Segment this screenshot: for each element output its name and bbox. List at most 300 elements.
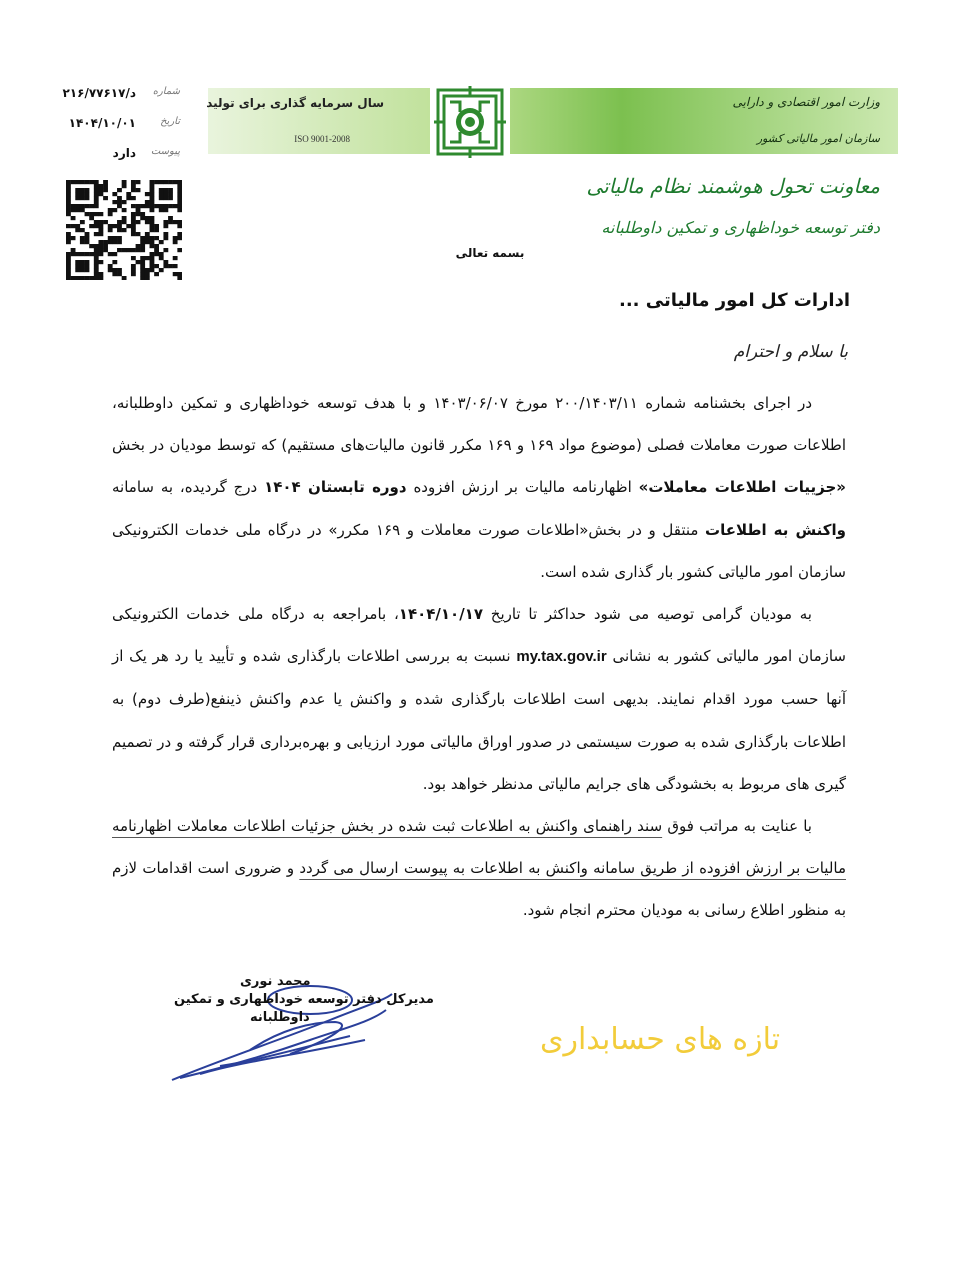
- qr-module: [163, 188, 168, 192]
- qr-module: [80, 252, 85, 256]
- qr-module: [168, 196, 173, 200]
- qr-module: [103, 220, 108, 224]
- qr-module: [98, 188, 103, 192]
- paragraph-1: [112, 382, 846, 593]
- qr-module: [163, 236, 168, 240]
- qr-module: [136, 248, 141, 252]
- qr-module: [75, 188, 80, 192]
- qr-module: [98, 272, 103, 276]
- qr-module: [173, 236, 178, 240]
- qr-module: [163, 220, 168, 224]
- qr-module: [117, 204, 122, 208]
- qr-module: [85, 276, 90, 280]
- qr-module: [80, 268, 85, 272]
- qr-module: [136, 244, 141, 248]
- qr-module: [163, 192, 168, 196]
- qr-module: [136, 212, 141, 216]
- qr-module: [122, 180, 127, 184]
- qr-module: [80, 228, 85, 232]
- qr-module: [122, 220, 127, 224]
- qr-module: [94, 244, 99, 248]
- qr-module: [140, 244, 145, 248]
- qr-module: [122, 200, 127, 204]
- qr-module: [85, 196, 90, 200]
- qr-module: [131, 204, 136, 208]
- qr-module: [177, 184, 182, 188]
- qr-module: [131, 220, 136, 224]
- meta-number-row: [40, 84, 180, 114]
- number-value: د/۲۱۶/۷۷۶۱۷: [62, 86, 136, 100]
- recipient: ادارات کل امور مالیاتی ...: [618, 290, 850, 311]
- qr-module: [117, 240, 122, 244]
- qr-module: [163, 208, 168, 212]
- qr-module: [71, 204, 76, 208]
- qr-module: [154, 180, 159, 184]
- qr-module: [163, 248, 168, 252]
- qr-module: [66, 276, 71, 280]
- qr-module: [163, 232, 168, 236]
- qr-module: [80, 220, 85, 224]
- qr-module: [150, 228, 155, 232]
- qr-module: [71, 224, 76, 228]
- qr-module: [145, 216, 150, 220]
- qr-module: [66, 196, 71, 200]
- p3-text-c: و ضروری است اقدامات لازم به منظور اطلاع رسانی به مودیان محترم انجام شود.: [112, 859, 846, 920]
- qr-module: [150, 192, 155, 196]
- qr-module: [80, 196, 85, 200]
- qr-module: [131, 264, 136, 268]
- qr-module: [66, 208, 71, 212]
- qr-module: [94, 184, 99, 188]
- qr-module: [94, 256, 99, 260]
- qr-module: [80, 180, 85, 184]
- qr-module: [177, 196, 182, 200]
- p1-text-a: در اجرای بخشنامه شماره ۲۰۰/۱۴۰۳/۱۱ مورخ ۱۴۰۳/۰۶/۰۷ و با هدف توسعه خوداظهاری و تمکین داوطلبانه، اطلاعات صورت معاملات فصلی (موضوع مواد ۱۶۹ و ۱۶۹ مکرر قانون مالیات‌های مستقیم) که توسط مودیان در بخش: [112, 394, 847, 455]
- qr-module: [173, 180, 178, 184]
- qr-module: [98, 248, 103, 252]
- qr-module: [159, 180, 164, 184]
- qr-module: [177, 188, 182, 192]
- qr-module: [85, 212, 90, 216]
- qr-module: [66, 240, 71, 244]
- qr-module: [173, 256, 178, 260]
- qr-module: [131, 256, 136, 260]
- qr-module: [140, 276, 145, 280]
- qr-module: [98, 224, 103, 228]
- p1-text-e: درج گردیده، به سامانه: [112, 478, 258, 497]
- qr-module: [108, 228, 113, 232]
- qr-module: [145, 268, 150, 272]
- qr-module: [140, 236, 145, 240]
- p2-deadline-date: ۱۴۰۴/۱۰/۱۷: [398, 605, 483, 624]
- qr-module: [94, 276, 99, 280]
- qr-module: [140, 264, 145, 268]
- watermark-text: تازه های حسابداری: [540, 1022, 781, 1057]
- qr-module: [163, 196, 168, 200]
- qr-module: [89, 244, 94, 248]
- qr-module: [94, 212, 99, 216]
- qr-module: [94, 192, 99, 196]
- qr-module: [117, 224, 122, 228]
- qr-module: [75, 196, 80, 200]
- qr-module: [98, 232, 103, 236]
- qr-module: [177, 232, 182, 236]
- qr-module: [173, 220, 178, 224]
- qr-module: [112, 208, 117, 212]
- qr-module: [108, 268, 113, 272]
- qr-module: [173, 204, 178, 208]
- qr-module: [71, 216, 76, 220]
- qr-module: [122, 208, 127, 212]
- qr-module: [145, 240, 150, 244]
- qr-module: [177, 224, 182, 228]
- qr-module: [112, 200, 117, 204]
- qr-module: [103, 244, 108, 248]
- attachment-label: پیوست: [150, 146, 180, 157]
- signatory-name: محمد نوری: [240, 974, 311, 989]
- qr-module: [108, 240, 113, 244]
- qr-module: [75, 252, 80, 256]
- qr-module: [117, 236, 122, 240]
- qr-module: [94, 260, 99, 264]
- qr-module: [159, 188, 164, 192]
- portal-url-link[interactable]: my.tax.gov.ir: [516, 648, 607, 666]
- qr-module: [136, 208, 141, 212]
- date-value: ۱۴۰۴/۱۰/۰۱: [68, 116, 136, 130]
- qr-module: [85, 188, 90, 192]
- qr-module: [122, 216, 127, 220]
- qr-module: [117, 196, 122, 200]
- qr-module: [126, 224, 131, 228]
- basmala: بسمه تعالی: [455, 246, 525, 260]
- qr-module: [80, 188, 85, 192]
- qr-module: [131, 268, 136, 272]
- qr-module: [80, 192, 85, 196]
- qr-module: [112, 268, 117, 272]
- letter-meta: [40, 84, 180, 174]
- number-label: شماره: [152, 86, 180, 97]
- qr-module: [103, 196, 108, 200]
- qr-module: [94, 264, 99, 268]
- qr-module: [126, 248, 131, 252]
- qr-module: [159, 268, 164, 272]
- qr-module: [154, 244, 159, 248]
- qr-module: [150, 188, 155, 192]
- qr-module: [85, 192, 90, 196]
- qr-module: [159, 208, 164, 212]
- qr-module: [150, 220, 155, 224]
- organization-name: سازمان امور مالیاتی کشور: [756, 132, 880, 145]
- qr-module: [163, 260, 168, 264]
- qr-module: [177, 204, 182, 208]
- qr-module: [117, 188, 122, 192]
- qr-module: [154, 236, 159, 240]
- qr-module: [98, 276, 103, 280]
- qr-module: [177, 236, 182, 240]
- qr-module: [117, 272, 122, 276]
- qr-module: [145, 204, 150, 208]
- qr-module: [140, 268, 145, 272]
- attachment-value: دارد: [112, 146, 136, 160]
- qr-module: [131, 248, 136, 252]
- qr-module: [159, 256, 164, 260]
- qr-module: [75, 228, 80, 232]
- qr-module: [108, 208, 113, 212]
- qr-module: [75, 192, 80, 196]
- qr-module: [131, 232, 136, 236]
- qr-module: [66, 264, 71, 268]
- qr-module: [136, 180, 141, 184]
- qr-module: [131, 212, 136, 216]
- qr-module: [145, 276, 150, 280]
- meta-attachment-row: [40, 144, 180, 174]
- qr-module: [80, 276, 85, 280]
- qr-module: [136, 204, 141, 208]
- letter-body: [112, 382, 846, 932]
- qr-module: [177, 248, 182, 252]
- qr-module: [150, 224, 155, 228]
- qr-module: [98, 220, 103, 224]
- qr-code-icon: [66, 180, 182, 280]
- signatory-title: مدیرکل دفتر توسعه خوداظهاری و تمکین: [174, 992, 434, 1007]
- qr-module: [89, 180, 94, 184]
- qr-module: [140, 248, 145, 252]
- qr-module: [126, 192, 131, 196]
- qr-module: [150, 236, 155, 240]
- qr-module: [89, 216, 94, 220]
- qr-module: [89, 224, 94, 228]
- qr-module: [112, 252, 117, 256]
- qr-module: [94, 232, 99, 236]
- qr-module: [150, 240, 155, 244]
- qr-module: [177, 276, 182, 280]
- qr-module: [98, 252, 103, 256]
- qr-module: [150, 196, 155, 200]
- qr-module: [140, 240, 145, 244]
- qr-module: [112, 236, 117, 240]
- qr-module: [66, 252, 71, 256]
- qr-module: [131, 224, 136, 228]
- qr-module: [66, 200, 71, 204]
- qr-module: [112, 240, 117, 244]
- qr-module: [71, 180, 76, 184]
- p2-text-b: ، بامراجعه به درگاه ملی خدمات الکترونیکی سازمان امور مالیاتی کشور به نشانی: [112, 605, 846, 666]
- qr-module: [80, 260, 85, 264]
- qr-module: [66, 224, 71, 228]
- qr-module: [145, 232, 150, 236]
- qr-module: [177, 272, 182, 276]
- qr-module: [154, 248, 159, 252]
- qr-module: [75, 208, 80, 212]
- p1-text-g: منتقل و در بخش«اطلاعات صورت معاملات و ۱۶۹ مکرر» در درگاه ملی خدمات الکترونیکی سازمان امور مالیاتی کشور بار گذاری شده است.: [112, 520, 846, 581]
- qr-module: [98, 244, 103, 248]
- paragraph-2: [112, 593, 846, 805]
- qr-module: [98, 184, 103, 188]
- qr-module: [103, 248, 108, 252]
- qr-module: [71, 236, 76, 240]
- office-name: دفتر توسعه خوداظهاری و تمکین داوطلبانه: [601, 218, 880, 237]
- qr-module: [117, 268, 122, 272]
- qr-module: [108, 236, 113, 240]
- qr-module: [131, 272, 136, 276]
- qr-module: [145, 192, 150, 196]
- ministry-name: وزارت امور اقتصادی و دارایی: [732, 95, 880, 109]
- qr-module: [98, 192, 103, 196]
- deputy-name: معاونت تحول هوشمند نظام مالیاتی: [586, 174, 880, 198]
- qr-module: [159, 252, 164, 256]
- qr-module: [122, 276, 127, 280]
- qr-module: [136, 232, 141, 236]
- qr-module: [145, 272, 150, 276]
- qr-module: [103, 240, 108, 244]
- p3-underlined-text: سند راهنمای واکنش به اطلاعات ثبت شده در بخش جزئیات اطلاعات معاملات اظهارنامه مالیات بر ارزش افزوده از طریق سامانه واکنش به اطلاعات به پیوست ارسال می گردد: [112, 817, 846, 878]
- qr-module: [168, 264, 173, 268]
- qr-module: [94, 188, 99, 192]
- qr-module: [177, 200, 182, 204]
- qr-module: [150, 268, 155, 272]
- qr-module: [131, 184, 136, 188]
- qr-module: [117, 228, 122, 232]
- qr-module: [89, 252, 94, 256]
- qr-module: [136, 220, 141, 224]
- qr-module: [94, 272, 99, 276]
- qr-module: [89, 276, 94, 280]
- qr-module: [131, 216, 136, 220]
- qr-module: [80, 204, 85, 208]
- qr-module: [80, 236, 85, 240]
- qr-module: [159, 196, 164, 200]
- qr-module: [103, 180, 108, 184]
- qr-module: [71, 276, 76, 280]
- qr-module: [94, 196, 99, 200]
- qr-module: [131, 196, 136, 200]
- p3-text-a: با عنایت به مراتب فوق: [667, 817, 812, 836]
- p1-bold-period: دوره تابستان ۱۴۰۴: [264, 478, 407, 497]
- qr-module: [126, 196, 131, 200]
- qr-module: [108, 224, 113, 228]
- qr-module: [94, 204, 99, 208]
- qr-module: [154, 228, 159, 232]
- qr-module: [163, 224, 168, 228]
- greeting: با سلام و احترام: [733, 342, 848, 362]
- qr-module: [94, 180, 99, 184]
- qr-module: [163, 264, 168, 268]
- qr-module: [140, 212, 145, 216]
- qr-module: [85, 264, 90, 268]
- qr-module: [173, 272, 178, 276]
- qr-module: [108, 212, 113, 216]
- qr-module: [145, 200, 150, 204]
- qr-module: [66, 232, 71, 236]
- qr-module: [163, 204, 168, 208]
- qr-module: [89, 212, 94, 216]
- qr-module: [150, 256, 155, 260]
- qr-module: [112, 192, 117, 196]
- qr-module: [117, 248, 122, 252]
- qr-module: [66, 204, 71, 208]
- qr-module: [140, 256, 145, 260]
- qr-module: [80, 208, 85, 212]
- qr-module: [85, 204, 90, 208]
- qr-module: [173, 264, 178, 268]
- qr-module: [85, 252, 90, 256]
- qr-module: [159, 240, 164, 244]
- qr-module: [98, 240, 103, 244]
- qr-module: [154, 264, 159, 268]
- qr-module: [85, 232, 90, 236]
- qr-module: [163, 180, 168, 184]
- qr-module: [75, 260, 80, 264]
- qr-module: [66, 256, 71, 260]
- qr-module: [94, 200, 99, 204]
- qr-module: [85, 236, 90, 240]
- qr-module: [85, 180, 90, 184]
- p2-text-a: به مودیان گرامی توصیه می شود حداکثر تا تاریخ: [490, 605, 812, 624]
- qr-module: [145, 220, 150, 224]
- slogan-text: سال سرمایه گذاری برای تولید: [206, 96, 384, 110]
- qr-module: [71, 252, 76, 256]
- qr-module: [122, 228, 127, 232]
- qr-module: [122, 184, 127, 188]
- qr-module: [173, 240, 178, 244]
- qr-module: [154, 252, 159, 256]
- qr-module: [150, 208, 155, 212]
- qr-module: [136, 188, 141, 192]
- qr-module: [131, 228, 136, 232]
- qr-module: [150, 244, 155, 248]
- qr-module: [177, 180, 182, 184]
- p1-bold-section: «جزییات اطلاعات معاملات»: [638, 478, 846, 497]
- qr-module: [150, 180, 155, 184]
- qr-module: [168, 204, 173, 208]
- qr-module: [66, 180, 71, 184]
- qr-module: [85, 260, 90, 264]
- slogan-box: [206, 88, 424, 154]
- qr-module: [150, 252, 155, 256]
- qr-module: [159, 204, 164, 208]
- qr-module: [154, 224, 159, 228]
- qr-module: [154, 204, 159, 208]
- qr-module: [177, 220, 182, 224]
- qr-module: [150, 184, 155, 188]
- qr-module: [140, 272, 145, 276]
- qr-module: [94, 252, 99, 256]
- qr-module: [131, 188, 136, 192]
- qr-module: [71, 208, 76, 212]
- qr-module: [103, 188, 108, 192]
- qr-module: [140, 204, 145, 208]
- qr-module: [150, 264, 155, 268]
- qr-module: [94, 220, 99, 224]
- qr-module: [66, 184, 71, 188]
- date-label: تاریخ: [160, 116, 180, 127]
- qr-module: [103, 184, 108, 188]
- signature-block: [160, 970, 434, 1090]
- qr-module: [98, 212, 103, 216]
- qr-module: [75, 276, 80, 280]
- p2-text-c: نسبت به بررسی اطلاعات بارگذاری شده و تأیید یا رد هر یک از آنها حسب مورد اقدام نمایند. بدیهی است اطلاعات بارگذاری شده و واکنش یا عدم واکنش ذینفع(طرف دوم) به اطلاعات بارگذاری شده به صورت سیستمی در صدور اوراق مالیاتی مورد ارزیابی و بهره‌برداری قرار گرفته و در تصمیم گیری های مربوط به بخشودگی های جرایم مالیاتی مدنظر خواهد بود.: [112, 647, 846, 793]
- qr-module: [94, 268, 99, 272]
- qr-module: [108, 264, 113, 268]
- qr-module: [168, 192, 173, 196]
- qr-module: [112, 260, 117, 264]
- qr-module: [122, 248, 127, 252]
- tax-organization-logo-icon: [430, 82, 510, 162]
- qr-module: [108, 252, 113, 256]
- qr-module: [112, 272, 117, 276]
- qr-module: [66, 188, 71, 192]
- qr-module: [177, 208, 182, 212]
